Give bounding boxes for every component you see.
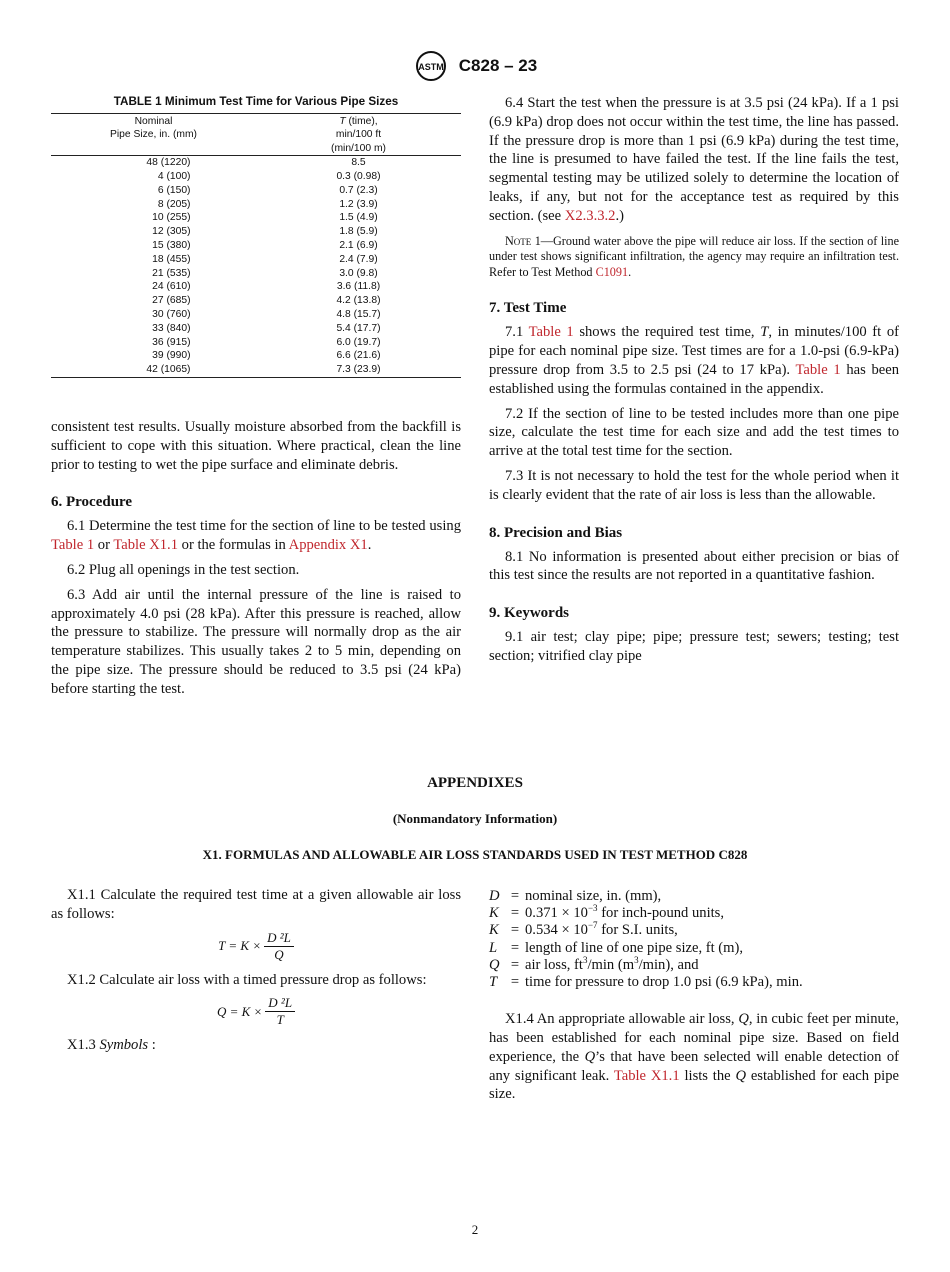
left-column [51, 95, 461, 378]
x1-heading: X1. FORMULAS AND ALLOWABLE AIR LOSS STANDARDS USED IN TEST METHOD C828 [202, 847, 748, 862]
table1 [51, 113, 461, 378]
link-table-1[interactable]: Table 1 [528, 324, 574, 341]
formula-air-loss: Q = K × $\frac{\text{D ²L}}{T}$ [51, 995, 461, 1028]
table-row: 42 (1065) 7.3 (23.9) [51, 363, 461, 377]
paragraph-x1-1: X1.1 Calculate the required test time at a given allowable air loss as follows: [51, 887, 461, 922]
link-appendix-x1[interactable]: Appendix X1 [288, 537, 368, 554]
right-column [489, 94, 899, 666]
paragraph-7-1: 7.1 Table 1 shows the required test time, T, in minutes/100 ft of pipe for each nominal pipe size. Test times are for a 1.0-psi (6.9-kPa) pressure drop from 3.5 to 2.5 psi (24 to 17 kPa). Table 1 has been established using the formulas contained in the appendix. [489, 324, 899, 397]
symbol-row: T = time for pressure to drop 1.0 psi (6.9 kPa), min. [489, 974, 803, 991]
symbol-row: K = $0.534 \times 10^{-7}$ for S.I. units, [489, 920, 678, 939]
link-c1091[interactable]: C1091 [595, 264, 629, 279]
link-table-1[interactable]: Table 1 [795, 361, 841, 378]
paragraph-x1-4: X1.4 An appropriate allowable air loss, Q, in cubic feet per minute, has been established for each nominal pipe size. Based on field experience, the Q’s that have been selected will enable detection of any significant leak. Table X1.1 lists the Q established for each pipe size. [489, 1011, 900, 1103]
paragraph-7-2: 7.2 If the section of line to be tested includes more than one pipe size, calculate the test time for each size and add the test times to arrive at the total test time for the section. [489, 405, 899, 460]
table-row: 36 (915) 6.0 (19.7) [152, 336, 381, 348]
symbol-row: L = length of line of one pipe size, ft (m), [489, 939, 744, 956]
formula-test-time: T = K × $\frac{\text{D ²L}}{Q}$ [51, 930, 461, 963]
paragraph-x1-2: X1.2 Calculate air loss with a timed pressure drop as follows: [67, 971, 427, 988]
section-6-heading: 6. Procedure [51, 494, 133, 511]
paragraph-6-2: 6.2 Plug all openings in the test section. [67, 561, 300, 578]
paragraph-x1-3: X1.3 Symbols : [67, 1037, 156, 1054]
astm-logo [413, 50, 449, 82]
table-row: 4 (100) 0.3 (0.98) [157, 171, 381, 183]
appendix-left-column [51, 886, 461, 1055]
paragraph-6-1: 6.1 Determine the test time for the section of line to be tested using Table 1 or Table X1.1 or the formulas in Appendix X1. [51, 518, 461, 554]
nonmandatory-heading: (Nonmandatory Information) [392, 811, 558, 826]
paragraph-8-1: 8.1 No information is presented about either precision or bias of this test since the results are not reported in a quantitative fashion. [489, 548, 899, 584]
table-row: 30 (760) 4.8 (15.7) [152, 308, 381, 320]
link-table-x1-1[interactable]: Table X1.1 [113, 537, 178, 554]
continued-paragraph: consistent test results. Usually moisture absorbed from the backfill is sufficient to cope with this situation. Where practical, clean the line prior to testing to wet the pipe surface and eliminate debris. [51, 419, 461, 473]
document-id: C828 – 23 [458, 56, 538, 75]
link-table-x1-1[interactable]: Table X1.1 [613, 1067, 680, 1084]
symbols-list [489, 888, 899, 991]
symbol-row: D = nominal size, in. (mm), [489, 888, 662, 904]
table1-header-row [51, 114, 461, 156]
paragraph-7-3: 7.3 It is not necessary to hold the test for the whole period when it is clearly evident that the rate of air loss is less than the allowable. [489, 467, 899, 503]
link-table-1[interactable]: Table 1 [51, 537, 95, 554]
table-row: 39 (990) 6.6 (21.6) [152, 350, 381, 362]
page-number: 2 [471, 1222, 479, 1237]
table-row: 18 (455) 2.4 (7.9) [152, 253, 378, 265]
table-row: 48 (1220) 8.5 [146, 157, 366, 169]
table-row: 6 (150) 0.7 (2.3) [157, 184, 378, 196]
table-row: 21 (535) 3.0 (9.8) [152, 267, 378, 279]
paragraph-6-3: 6.3 Add air until the internal pressure of the line is raised to approximately 4.0 psi (28 kPa). After this pressure is reached, allow the pressure to stabilize. The pressure will normally drop as the air temperature stabilizes. This usually takes 2 to 5 min, depending on the pipe size. The pressure should be reduced to 3.5 psi (24 kPa) before starting the test. [51, 586, 461, 697]
table-row: 8 (205) 1.2 (3.9) [157, 198, 378, 210]
table1-head-size: Nominal Pipe Size, in. (mm) [110, 116, 197, 141]
section-7-heading: 7. Test Time [489, 300, 567, 317]
table1-body [51, 156, 461, 378]
table1-head-time: T (time), min/100 ft (min/100 m) [331, 116, 386, 154]
link-x2-3-3-2[interactable]: X2.3.3.2 [564, 207, 616, 224]
table-row: 27 (685) 4.2 (13.8) [152, 295, 381, 307]
table-row: 15 (380) 2.1 (6.9) [152, 240, 378, 251]
paragraph-6-4: 6.4 Start the test when the pressure is at 3.5 psi (24 kPa). If a 1 psi (6.9 kPa) drop does not occur within the test time, the line has passed. If the pressure drop is more than 1 psi (6.9 kPa) during the test time, the line is presumed to have failed the test. If the line fails the test, segmental testing may be utilized solely to determine the location of leaks, if any, but not for the acceptance test as required by this section. (see X2.3.3.2.) [489, 95, 899, 224]
section-9-heading: 9. Keywords [489, 605, 569, 622]
note-1: Note 1—Ground water above the pipe will reduce air loss. If the section of line under test shows significant infiltration, the agency may require an infiltration test. Refer to Test Method C1091. [489, 233, 899, 279]
page-header [0, 50, 950, 82]
symbol-row: K = $0.371 \times 10^{-3}$ for inch-pound units, [489, 903, 725, 922]
appendix-right-column [489, 888, 899, 1104]
table-row: 12 (305) 1.8 (5.9) [152, 226, 378, 238]
table1-title: TABLE 1 Minimum Test Time for Various Pipe Sizes [113, 95, 399, 108]
section-8-heading: 8. Precision and Bias [489, 524, 623, 541]
symbol-row: Q = air loss, $ft^3/\min$ $(m^3/\min)$, and [489, 954, 699, 973]
left-column-text [51, 418, 461, 699]
table-row: 10 (255) 1.5 (4.9) [152, 212, 378, 224]
svg-text:ASTM: ASTM [418, 62, 444, 72]
appendixes-heading: APPENDIXES [427, 775, 523, 791]
table-row: 24 (610) 3.6 (11.8) [152, 281, 381, 293]
table-row: 33 (840) 5.4 (17.7) [152, 322, 381, 334]
paragraph-9-1: 9.1 air test; clay pipe; pipe; pressure test; sewers; testing; test section; vitrified clay pipe [489, 629, 899, 664]
